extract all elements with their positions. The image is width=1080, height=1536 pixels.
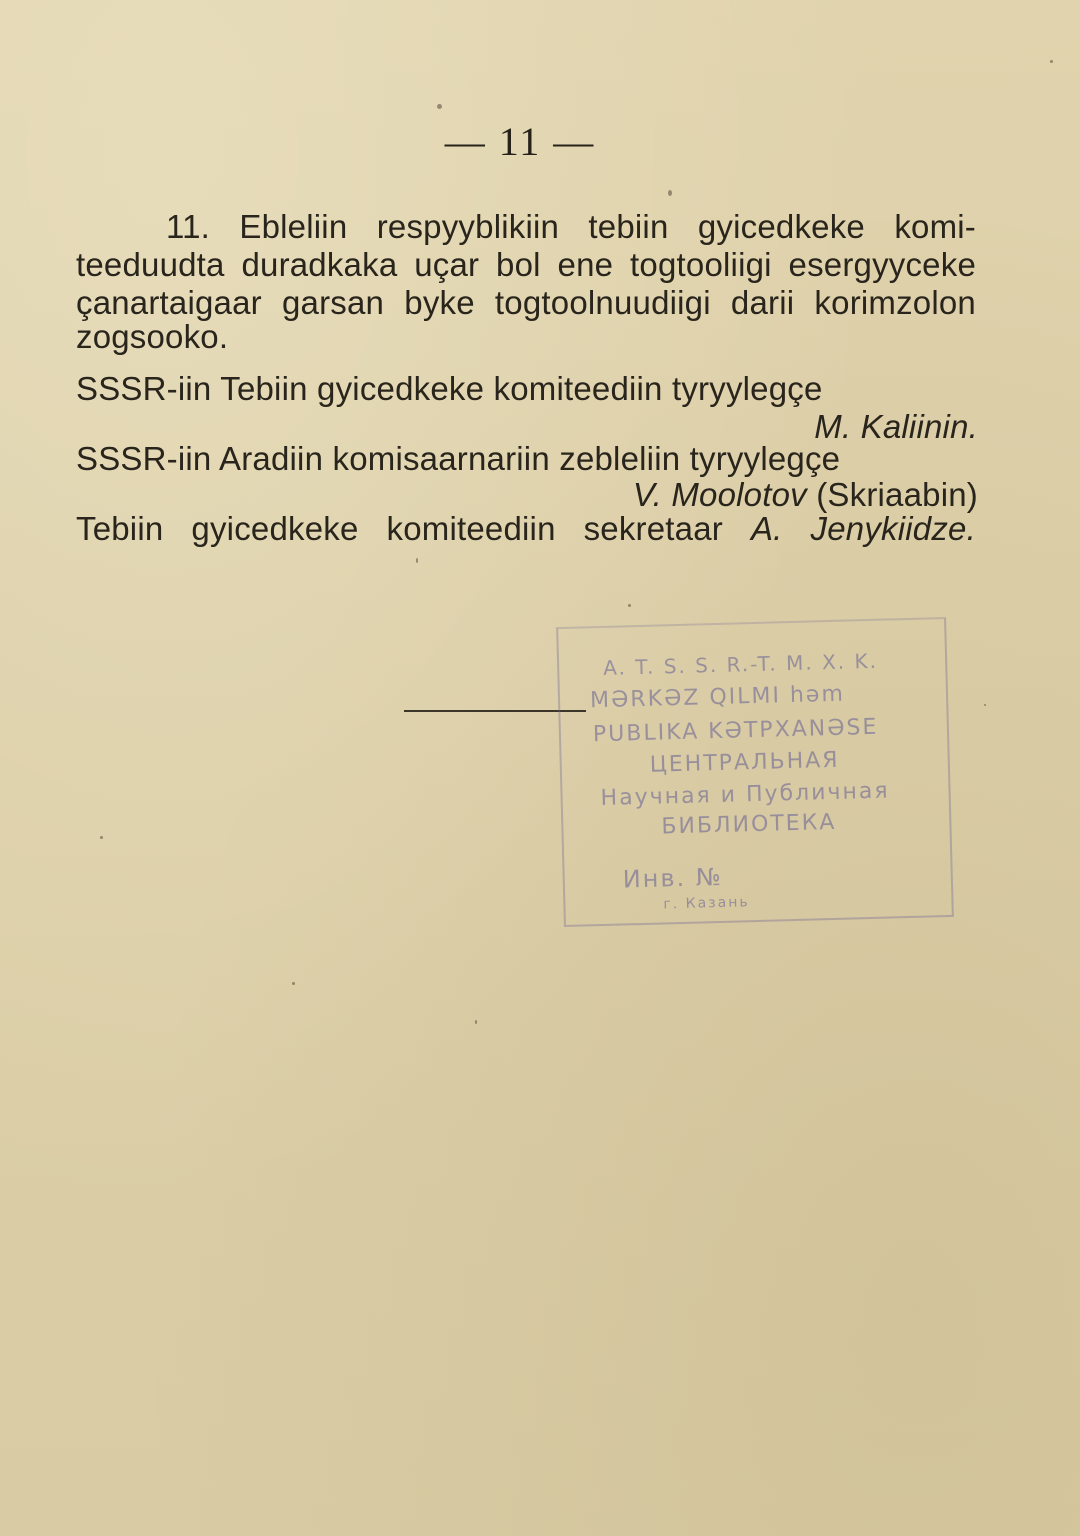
stamp-line-6: БИБЛИОТЕКА [661,809,837,840]
stamp-line-7: Инв. № [622,862,724,894]
stamp-line-3: PUBLIKA KƏTPXANƏSE [592,714,879,748]
signature-title-2: SSSR-iin Aradiin komisaarnariin zebleliin tyryylegçe [76,440,841,477]
paper-speck [628,604,631,607]
paper-speck [668,190,672,196]
signature-title-1: SSSR-iin Tebiin gyicedkeke komiteediin tyryylegçe [76,370,823,407]
article-line-1: 11. Ebleliin respyyblikiin tebiin gyicedkeke komi- [166,208,976,245]
paper-speck [1050,60,1053,63]
stamp-line-5: Научная и Публичная [600,778,890,812]
paper-speck [984,704,986,706]
signature-name-3: A. Jenykiidze. [750,510,976,547]
paper-speck [292,982,295,985]
article-line-3: çanartaigaar garsan byke togtoolnuudiigi darii korimzolon [76,284,976,321]
stamp-line-2: MƏRKƏZ QILMI həm [589,681,846,714]
paper-speck [416,558,418,563]
stamp-line-4: ЦЕНТРАЛЬНАЯ [649,747,840,778]
paper-speck [437,104,442,109]
article-line-4: zogsooko. [76,318,229,355]
stamp-line-1: A. T. S. S. R.-T. M. X. K. [602,648,879,680]
paper-speck [100,836,103,839]
signature-name-2-suffix: (Skriaabin) [816,476,978,513]
stamp-line-8: г. Казань [663,894,750,913]
signature-name-2 [633,476,978,514]
signature-name-1: M. Kaliinin. [814,408,978,445]
signature-name-2-name: V. Moolotov [632,476,807,513]
paper-speck [475,1020,477,1024]
library-stamp [556,617,954,927]
article-line-2: teeduudta duradkaka uçar bol ene togtooliigi esergyyceke [76,246,976,283]
page-number: — 11 — [444,119,596,164]
signature-3 [76,510,976,548]
signature-title-3: Tebiin gyicedkeke komiteediin sekretaar [76,510,723,547]
